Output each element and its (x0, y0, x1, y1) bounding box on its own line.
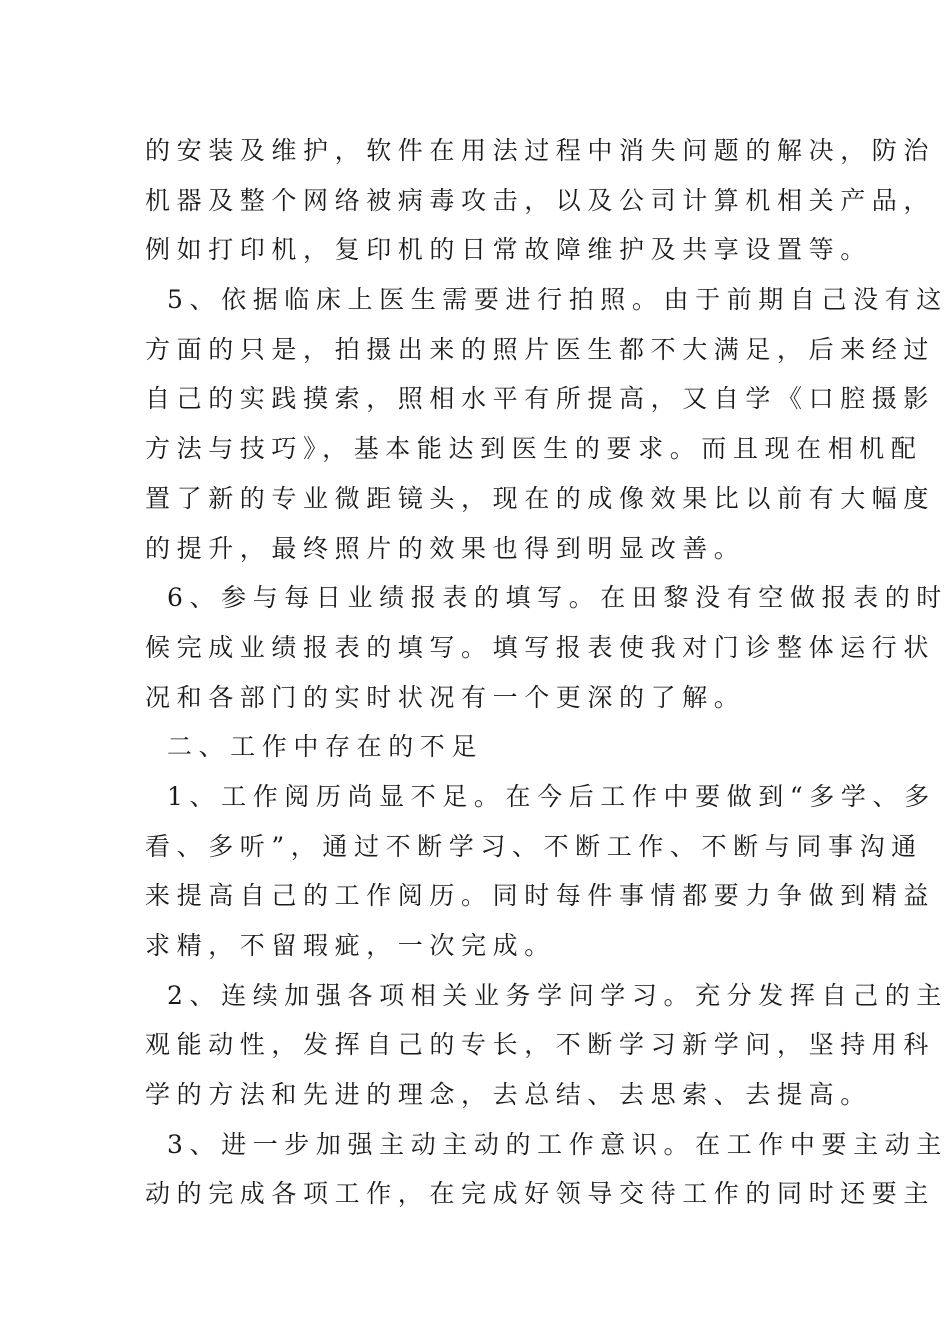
text-line: 5、依据临床上医生需要进行拍照。由于前期自己没有这 (167, 285, 948, 315)
text-line: 的提升，最终照片的效果也得到明显改善。 (145, 533, 746, 563)
text-line: 求精，不留瑕疵，一次完成。 (145, 931, 556, 960)
section-heading: 二、工作中存在的不足 (167, 732, 484, 762)
text-line: 观能动性，发挥自己的专长，不断学习新学问，坚持用科 (145, 1030, 936, 1060)
text-line: 方法与技巧》，基本能达到医生的要求。而且现在相机配 (145, 434, 923, 464)
text-line: 况和各部门的实时状况有一个更深的了解。 (145, 682, 746, 712)
text-line: 学的方法和先进的理念，去总结、去思索、去提高。 (145, 1080, 872, 1110)
text-line: 机器及整个网络被病毒攻击，以及公司计算机相关产品， (145, 185, 936, 215)
text-line: 看、多听”，通过不断学习、不断工作、不断与同事沟通 (145, 831, 923, 861)
text-line: 1、工作阅历尚显不足。在今后工作中要做到“多学、多 (167, 781, 936, 811)
text-line: 来提高自己的工作阅历。同时每件事情都要力争做到精益 (145, 881, 936, 911)
text-line: 的安装及维护，软件在用法过程中消失问题的解决，防治 (145, 136, 936, 165)
text-line: 2、连续加强各项相关业务学问学习。充分发挥自己的主 (167, 980, 948, 1010)
text-line: 置了新的专业微距镜头，现在的成像效果比以前有大幅度 (145, 483, 936, 513)
text-line: 6、参与每日业绩报表的填写。在田黎没有空做报表的时 (167, 583, 948, 613)
text-line: 动的完成各项工作，在完成好领导交待工作的同时还要主 (145, 1179, 936, 1209)
document-body (145, 126, 948, 1219)
text-line: 3、进一步加强主动主动的工作意识。在工作中要主动主 (167, 1129, 948, 1159)
text-line: 例如打印机，复印机的日常故障维护及共享设置等。 (145, 235, 872, 265)
text-line: 方面的只是，拍摄出来的照片医生都不大满足，后来经过 (145, 334, 936, 364)
text-line: 候完成业绩报表的填写。填写报表使我对门诊整体运行状 (145, 632, 936, 662)
text-line: 自己的实践摸索，照相水平有所提高，又自学《口腔摄影 (145, 384, 936, 414)
